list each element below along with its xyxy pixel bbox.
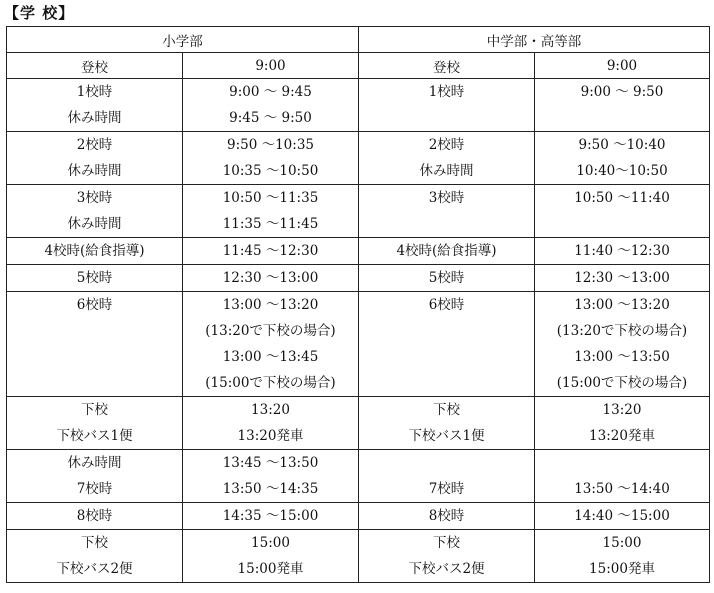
elementary-time-cell [183, 292, 359, 397]
elementary-time-cell [183, 132, 359, 185]
elementary-period-label: 4校時(給食指導) [44, 243, 145, 259]
secondary-period-label: 8校時 [428, 508, 465, 524]
arrival-row [7, 53, 710, 79]
school-schedule-table [6, 26, 710, 583]
secondary-time-cell [535, 292, 710, 397]
secondary-time-cell [535, 530, 710, 583]
elementary-time-text: 11:35 ～11:45 [222, 216, 319, 232]
elementary-period-cell [7, 185, 183, 238]
schedule-block-3 [7, 185, 710, 238]
schedule-block-1 [7, 79, 710, 132]
secondary-time-text: (13:20で下校の場合) [556, 323, 688, 339]
elementary-period-label: 2校時 [76, 137, 113, 153]
secondary-time-cell [535, 503, 710, 530]
elementary-time-text: 13:00 ～13:20 [222, 297, 319, 313]
elementary-time-cell [183, 238, 359, 265]
elementary-period-cell [7, 530, 183, 583]
secondary-period-label: 下校バス1便 [408, 428, 485, 444]
elementary-period-label: 休み時間 [67, 110, 122, 126]
secondary-time-cell [535, 238, 710, 265]
schedule-block-dismissal-1 [7, 397, 710, 450]
secondary-period-cell [359, 265, 535, 292]
elementary-period-cell [7, 79, 183, 132]
secondary-time-cell [535, 397, 710, 450]
elementary-time-text: 9:00 ～ 9:45 [229, 84, 312, 100]
schedule-block-8 [7, 503, 710, 530]
secondary-time-text [535, 450, 709, 476]
secondary-period-cell [359, 132, 535, 185]
schedule-block-2 [7, 132, 710, 185]
elementary-arrival-time: 9:00 [183, 53, 359, 79]
secondary-period-label: 5校時 [428, 270, 465, 286]
secondary-period-label [359, 370, 534, 396]
elementary-time-text: 13:50 ～14:35 [222, 481, 319, 497]
secondary-time-text: 9:50 ～10:40 [578, 137, 666, 153]
secondary-time-text: 15:00発車 [589, 561, 655, 577]
elementary-period-label: 3校時 [76, 190, 113, 206]
secondary-period-label [359, 344, 534, 370]
secondary-arrival-time: 9:00 [535, 53, 710, 79]
secondary-time-text: 14:40 ～15:00 [574, 508, 670, 524]
secondary-period-label [359, 105, 534, 131]
secondary-time-text: 9:00 ～ 9:50 [580, 84, 664, 100]
elementary-time-text: 10:50 ～11:35 [222, 190, 319, 206]
secondary-period-label: 3校時 [428, 190, 465, 206]
elementary-period-label: 8校時 [76, 508, 113, 524]
elementary-time-cell [183, 530, 359, 583]
secondary-period-label [359, 450, 534, 476]
elementary-time-cell [183, 450, 359, 503]
elementary-time-text: 10:35 ～10:50 [222, 163, 319, 179]
elementary-time-text: 15:00 [251, 535, 290, 551]
secondary-time-text [535, 105, 709, 131]
elementary-time-text: (15:00で下校の場合) [205, 375, 336, 391]
secondary-period-label: 6校時 [428, 297, 465, 313]
secondary-period-cell [359, 530, 535, 583]
secondary-time-text: 13:20発車 [589, 428, 655, 444]
elementary-header: 小学部 [7, 27, 359, 53]
elementary-period-label: 5校時 [76, 270, 113, 286]
secondary-period-cell [359, 185, 535, 238]
secondary-time-text: 11:40 ～12:30 [574, 243, 670, 259]
schedule-block-4 [7, 238, 710, 265]
elementary-time-text: 13:20 [251, 402, 290, 418]
secondary-period-cell [359, 503, 535, 530]
elementary-period-cell [7, 503, 183, 530]
secondary-time-cell [535, 79, 710, 132]
secondary-period-label: 2校時 [428, 137, 465, 153]
secondary-time-cell [535, 185, 710, 238]
elementary-time-cell [183, 79, 359, 132]
secondary-period-label [359, 318, 534, 344]
secondary-time-text: 13:20 [602, 402, 642, 418]
elementary-period-label: 下校 [81, 535, 108, 551]
secondary-period-label: 下校 [433, 402, 460, 418]
elementary-time-text: (13:20で下校の場合) [205, 323, 336, 339]
secondary-period-label: 7校時 [428, 481, 465, 497]
elementary-time-text: 12:30 ～13:00 [222, 270, 319, 286]
secondary-period-label: 下校バス2便 [408, 561, 485, 577]
elementary-arrival-label: 登校 [7, 53, 183, 79]
secondary-period-label: 1校時 [428, 84, 465, 100]
elementary-period-label [7, 344, 182, 370]
elementary-time-cell [183, 503, 359, 530]
elementary-period-label: 1校時 [76, 84, 113, 100]
secondary-period-cell [359, 79, 535, 132]
elementary-time-text: 11:45 ～12:30 [222, 243, 319, 259]
secondary-arrival-label: 登校 [359, 53, 535, 79]
secondary-time-cell [535, 132, 710, 185]
elementary-time-text: 9:50 ～10:35 [226, 137, 314, 153]
schedule-block-6 [7, 292, 710, 397]
secondary-period-label: 下校 [433, 535, 460, 551]
secondary-period-label: 休み時間 [419, 163, 474, 179]
header-row [7, 27, 710, 53]
schedule-block-dismissal-2 [7, 530, 710, 583]
elementary-time-text: 13:20発車 [237, 428, 304, 444]
secondary-time-text: 15:00 [602, 535, 642, 551]
secondary-time-text: 13:50 ～14:40 [574, 481, 670, 497]
elementary-period-label [7, 370, 182, 396]
elementary-time-text: 13:00 ～13:45 [222, 349, 319, 365]
secondary-time-cell [535, 450, 710, 503]
elementary-period-label: 休み時間 [67, 455, 122, 471]
elementary-period-label: 下校バス2便 [56, 561, 133, 577]
elementary-period-cell [7, 132, 183, 185]
secondary-time-text [535, 211, 709, 237]
elementary-period-cell [7, 292, 183, 397]
secondary-period-cell [359, 397, 535, 450]
elementary-period-cell [7, 238, 183, 265]
elementary-period-cell [7, 265, 183, 292]
secondary-time-text: 13:00 ～13:50 [574, 349, 670, 365]
elementary-period-label: 6校時 [76, 297, 113, 313]
secondary-time-cell [535, 265, 710, 292]
elementary-period-cell [7, 450, 183, 503]
schedule-block-5 [7, 265, 710, 292]
elementary-period-label [7, 318, 182, 344]
elementary-period-label: 下校バス1便 [56, 428, 133, 444]
elementary-time-text: 15:00発車 [237, 561, 304, 577]
elementary-time-text: 14:35 ～15:00 [222, 508, 319, 524]
page-title: 【学 校】 [4, 4, 75, 22]
schedule-block-7 [7, 450, 710, 503]
elementary-period-label: 休み時間 [67, 216, 122, 232]
elementary-time-text: 13:45 ～13:50 [222, 455, 319, 471]
secondary-period-label [359, 211, 534, 237]
secondary-period-cell [359, 292, 535, 397]
secondary-time-text: 10:50 ～11:40 [574, 190, 670, 206]
elementary-period-label: 7校時 [76, 481, 113, 497]
elementary-time-cell [183, 265, 359, 292]
secondary-time-text: 12:30 ～13:00 [574, 270, 670, 286]
elementary-time-cell [183, 397, 359, 450]
secondary-time-text: 13:00 ～13:20 [574, 297, 670, 313]
secondary-header: 中学部・高等部 [359, 27, 710, 53]
secondary-period-cell [359, 238, 535, 265]
elementary-period-label: 休み時間 [67, 163, 122, 179]
elementary-time-text: 9:45 ～ 9:50 [229, 110, 312, 126]
secondary-period-label: 4校時(給食指導) [396, 243, 497, 259]
elementary-period-cell [7, 397, 183, 450]
secondary-period-cell [359, 450, 535, 503]
secondary-time-text: 10:40～10:50 [576, 163, 668, 179]
secondary-time-text: (15:00で下校の場合) [556, 375, 688, 391]
elementary-period-label: 下校 [81, 402, 108, 418]
elementary-time-cell [183, 185, 359, 238]
